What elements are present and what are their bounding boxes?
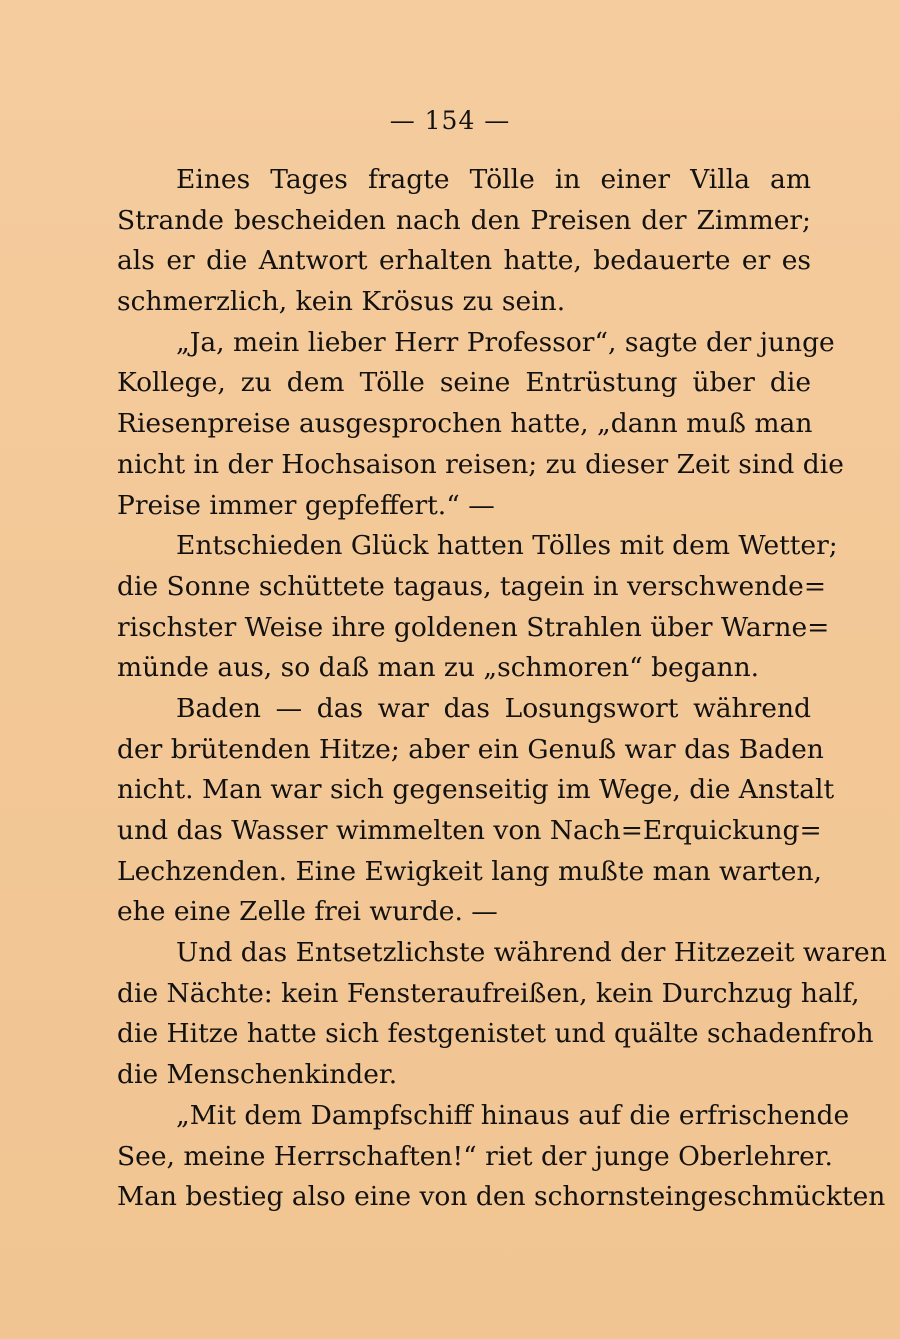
text-line: die Hitze hatte sich festgenistet und quälte schadenfroh [117,1018,874,1050]
text-line: Preise immer gepfeffert.“ — [117,489,495,521]
text-line: schmerzlich, kein Krösus zu sein. [117,286,566,318]
text-line: als er die Antwort erhalten hatte, bedauerte er es [117,245,811,277]
text-line: Kollege, zu dem Tölle seine Entrüstung über die [117,367,811,399]
text-line: der brütenden Hitze; aber ein Genuß war das Baden [117,733,824,765]
text-line: münde aus, so daß man zu „schmoren“ begann. [117,652,760,684]
text-line: nicht in der Hochsaison reisen; zu dieser Zeit sind die [117,448,844,480]
text-line: Baden — das war das Losungswort während [176,692,811,724]
text-line: Lechzenden. Eine Ewigkeit lang mußte man warten, [117,855,822,887]
text-line: Man bestieg also eine von den schornsteingeschmückten [117,1181,886,1213]
text-line: die Sonne schüttete tagaus, tagein in verschwende= [117,570,827,602]
text-line: die Nächte: kein Fensteraufreißen, kein Durchzug half, [117,977,860,1009]
text-line: und das Wasser wimmelten von Nach=Erquickung= [117,815,822,846]
text-line: See, meine Herrschaften!“ riet der junge Oberlehrer. [117,1140,833,1172]
text-line: die Menschenkinder. [117,1059,398,1091]
text-line: „Mit dem Dampfschiff hinaus auf die erfrischende [176,1099,850,1131]
text-line: Entschieden Glück hatten Tölles mit dem Wetter; [176,530,838,562]
text-line: Eines Tages fragte Tölle in einer Villa am [176,164,811,195]
text-line: Und das Entsetzlichste während der Hitzezeit waren [176,937,887,969]
text-line: Strande bescheiden nach den Preisen der Zimmer; [117,204,811,236]
text-line: ehe eine Zelle frei wurde. — [117,896,498,928]
text-line: rischster Weise ihre goldenen Strahlen über Warne= [117,611,830,643]
body-text [117,160,887,1218]
text-line: „Ja, mein lieber Herr Professor“, sagte der junge [176,326,835,358]
text-line: nicht. Man war sich gegenseitig im Wege, die Anstalt [117,774,835,806]
page-number: — 154 — [389,106,511,135]
text-line: Riesenpreise ausgesprochen hatte, „dann muß man [117,408,813,440]
